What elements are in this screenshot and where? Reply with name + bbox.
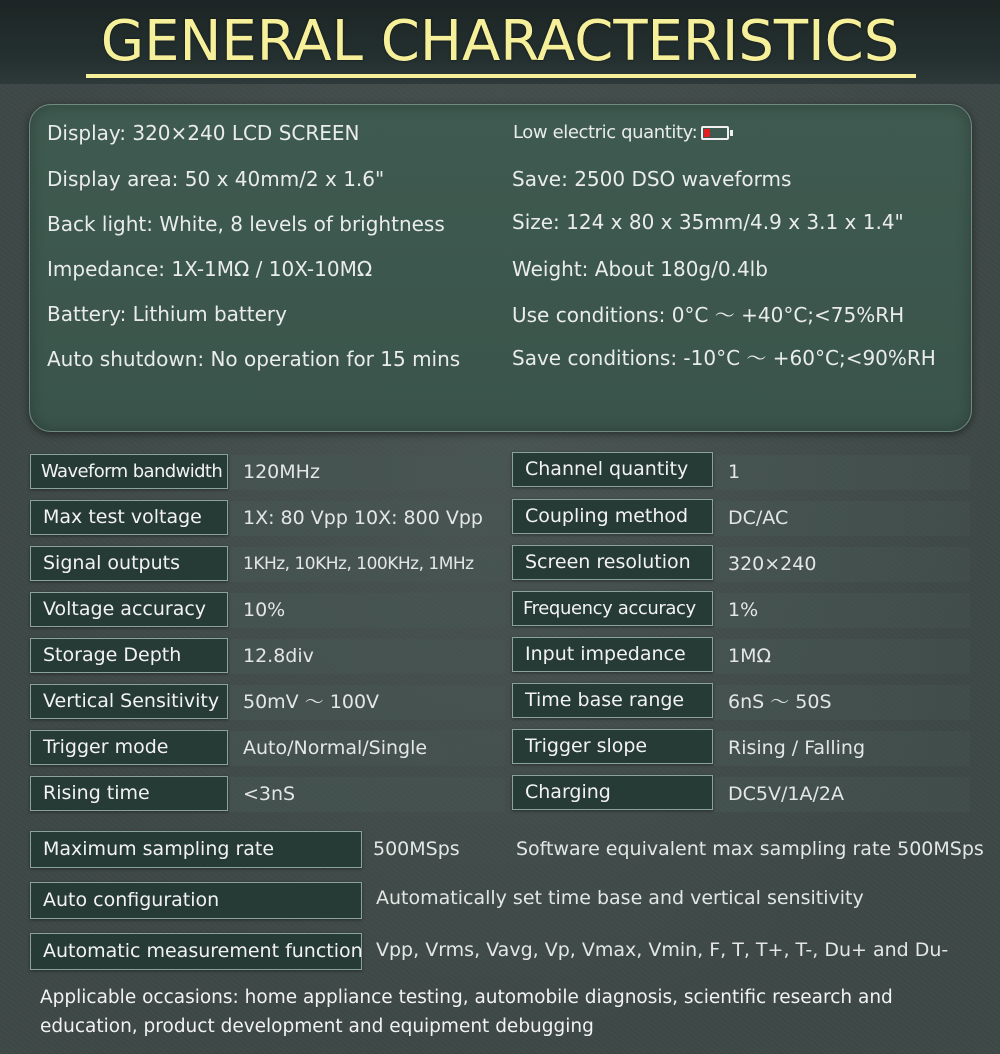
spec-impedance: Impedance: 1X-1MΩ / 10X-10MΩ [47,257,373,281]
title-underline [86,74,916,78]
value-coupling-method: DC/AC [714,501,970,536]
value-max-sampling-rate: 500MSps [373,838,460,860]
value-trigger-mode: Auto/Normal/Single [229,731,505,766]
spec-save-conditions: Save conditions: -10°C ～ +60°C;<90%RH [512,346,936,370]
label-max-sampling-rate: Maximum sampling rate [30,831,362,868]
label-auto-measurement: Automatic measurement function [30,933,362,970]
value-time-base-range: 6nS ～ 50S [714,685,970,720]
spec-low-electric [513,121,729,145]
label-auto-configuration: Auto configuration [30,882,362,919]
label-signal-outputs: Signal outputs [30,546,228,581]
applicable-occasions: Applicable occasions: home appliance testing, automobile diagnosis, scientific research and education, product development and equipment debugging [40,987,893,1037]
label-frequency-accuracy: Frequency accuracy [512,591,713,626]
spec-size: Size: 124 x 80 x 35mm/4.9 x 3.1 x 1.4" [512,210,904,234]
spec-display-area: Display area: 50 x 40mm/2 x 1.6" [47,167,385,191]
label-channel-quantity: Channel quantity [512,452,713,487]
value-rising-time: <3nS [229,777,505,812]
value-screen-resolution: 320×240 [714,547,970,582]
label-vertical-sensitivity: Vertical Sensitivity [30,684,228,719]
value-vertical-sensitivity: 50mV ～ 100V [229,685,505,720]
spec-save: Save: 2500 DSO waveforms [512,167,792,191]
value-voltage-accuracy: 10% [229,593,505,628]
value-auto-configuration: Automatically set time base and vertical sensitivity [376,887,864,909]
value-trigger-slope: Rising / Falling [714,731,970,766]
label-screen-resolution: Screen resolution [512,545,713,580]
value-storage-depth: 12.8div [229,639,505,674]
label-charging: Charging [512,775,713,810]
value-channel-quantity: 1 [714,455,970,490]
spec-battery: Battery: Lithium battery [47,302,287,326]
label-trigger-slope: Trigger slope [512,729,713,764]
label-storage-depth: Storage Depth [30,638,228,673]
value-input-impedance: 1MΩ [714,639,970,674]
value-software-equivalent-rate: Software equivalent max sampling rate 500MSps [516,838,984,860]
spec-auto-shutdown: Auto shutdown: No operation for 15 mins [47,347,461,371]
value-waveform-bandwidth: 120MHz [229,455,505,490]
value-max-test-voltage: 1X: 80 Vpp 10X: 800 Vpp [229,501,505,536]
spec-use-conditions: Use conditions: 0°C ～ +40°C;<75%RH [512,303,905,327]
spec-low-electric-label: Low electric quantity: [513,122,698,143]
label-time-base-range: Time base range [512,683,713,718]
spec-back-light: Back light: White, 8 levels of brightness [47,212,445,236]
page-title: GENERAL CHARACTERISTICS [100,9,900,74]
value-auto-measurement: Vpp, Vrms, Vavg, Vp, Vmax, Vmin, F, T, T+, T-, Du+ and Du- [376,939,949,961]
value-signal-outputs: 1KHz, 10KHz, 100KHz, 1MHz [229,547,505,582]
label-coupling-method: Coupling method [512,499,713,534]
low-battery-icon [701,126,729,140]
spec-display: Display: 320×240 LCD SCREEN [47,121,360,145]
label-waveform-bandwidth: Waveform bandwidth [30,454,228,489]
value-charging: DC5V/1A/2A [714,777,970,812]
label-max-test-voltage: Max test voltage [30,500,228,535]
label-voltage-accuracy: Voltage accuracy [30,592,228,627]
value-frequency-accuracy: 1% [714,593,970,628]
label-rising-time: Rising time [30,776,228,811]
spec-weight: Weight: About 180g/0.4lb [512,257,768,281]
label-trigger-mode: Trigger mode [30,730,228,765]
label-input-impedance: Input impedance [512,637,713,672]
